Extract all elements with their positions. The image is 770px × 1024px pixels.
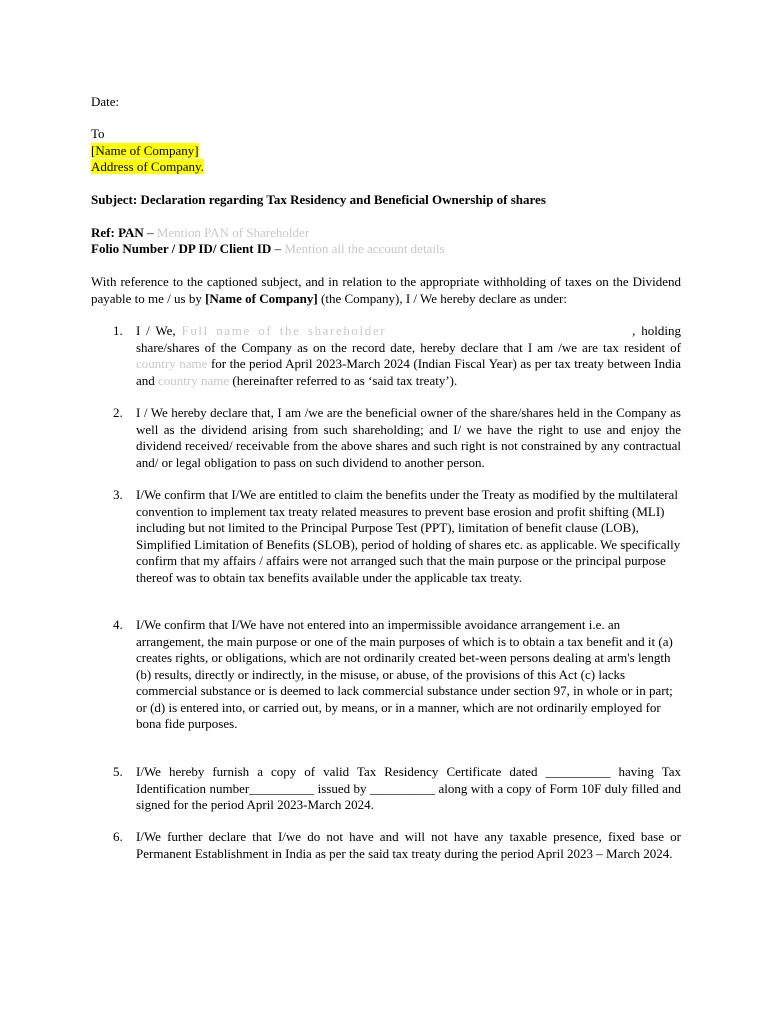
folio-dash: – bbox=[271, 241, 285, 256]
country-name-placeholder[interactable]: country name bbox=[158, 372, 230, 388]
item-number: 1. bbox=[113, 323, 123, 338]
account-details-placeholder[interactable]: Mention all the account details bbox=[284, 241, 445, 256]
country-name-placeholder[interactable]: country name bbox=[136, 356, 208, 371]
company-address-highlight: Address of Company. bbox=[91, 159, 204, 174]
company-name-line bbox=[91, 143, 681, 160]
item-text: I/We confirm that I/We have not entered into an impermissible avoidance arrangement i.e. an arrangement, the main purpose or one of the main purposes of which is to obtain a tax benefit and it (a) creates rights, or obligations, which are not ordinarily created bet-ween persons dealing at arm's length (b) results, directly or indirectly, in the misuse, or abuse, of the provisions of this Act (c) lacks commercial substance or is deemed to lack commercial substance under section 97, in whole or in part; or (d) is entered into, or carried out, by means, or in a manner, which are not ordinarily employed for bona fide purposes. bbox=[136, 617, 673, 731]
to-label: To bbox=[91, 126, 105, 141]
item-text: I/We confirm that I/We are entitled to claim the benefits under the Treaty as modified by the multilateral convention to implement tax treaty related measures to prevent base erosion and profit shifting (MLI) including but not limited to the Principal Purpose Test (PPT), limitation of benefit clause (LOB), Simplified Limitation of Benefits (SLOB), period of holding of shares etc. as applicable. We specifically confirm that my affairs / affairs were not arranged such that the main purpose or the principal purpose thereof was to obtain tax benefits available under the applicable tax treaty. bbox=[136, 487, 681, 585]
item-text-part: , holding share/shares of the Company as on the record date, hereby declare that I am /we are tax resident of bbox=[136, 323, 681, 355]
date-label: Date: bbox=[91, 94, 120, 109]
ref-label: Ref: PAN bbox=[91, 225, 144, 240]
folio-label: Folio Number / DP ID/ Client ID bbox=[91, 241, 272, 256]
intro-paragraph bbox=[91, 274, 681, 307]
pan-placeholder[interactable]: Mention PAN of Shareholder bbox=[156, 225, 310, 240]
item-text-part: I / We, bbox=[136, 323, 182, 338]
item-number: 5. bbox=[113, 764, 123, 779]
shareholder-name-placeholder[interactable]: Full name of the shareholder bbox=[181, 323, 387, 338]
item-text: I/We hereby furnish a copy of valid Tax Residency Certificate dated __________ having Tax Identification number__________ issued by __________ along with a copy of Form 10F duly filled and signed for the period April 2023-March 2024. bbox=[136, 764, 681, 812]
item-text-part: (hereinafter referred to as ‘said tax treaty’). bbox=[229, 372, 458, 388]
ref-line bbox=[91, 225, 681, 242]
item-text: I / We hereby declare that, I am /we are the beneficial owner of the share/shares held in the Company as well as the dividend arising from such shareholding; and I/ we have the right to use and enjoy the dividend received/ receivable from the above shares and such right is not constrained by any contractual and/ or legal obligation to pass on such dividend to another person. bbox=[136, 405, 681, 470]
folio-line bbox=[91, 241, 681, 258]
item-text-part: for the period April 2023-March 2024 (Indian Fiscal Year) as per tax treaty between India and bbox=[136, 356, 681, 388]
ref-dash: – bbox=[143, 225, 157, 240]
intro-text-end: (the Company), I / We hereby declare as under: bbox=[317, 290, 567, 306]
company-name-highlight: [Name of Company] bbox=[91, 143, 199, 158]
intro-text: With reference to the captioned subject, and in relation to the appropriate withholding of taxes on the Dividend payable to me / us by bbox=[91, 274, 681, 306]
item-number: 3. bbox=[113, 487, 123, 502]
item-number: 6. bbox=[113, 829, 123, 844]
item-number: 2. bbox=[113, 405, 123, 420]
item-text bbox=[136, 323, 681, 389]
intro-company: [Name of Company] bbox=[205, 290, 318, 306]
item-number: 4. bbox=[113, 617, 123, 632]
item-text: I/We further declare that I/we do not have and will not have any taxable presence, fixed base or Permanent Establishment in India as per the said tax treaty during the period April 2023 – March 2024. bbox=[136, 829, 681, 861]
subject-line: Subject: Declaration regarding Tax Residency and Beneficial Ownership of shares bbox=[91, 192, 546, 207]
company-address-line bbox=[91, 159, 681, 176]
